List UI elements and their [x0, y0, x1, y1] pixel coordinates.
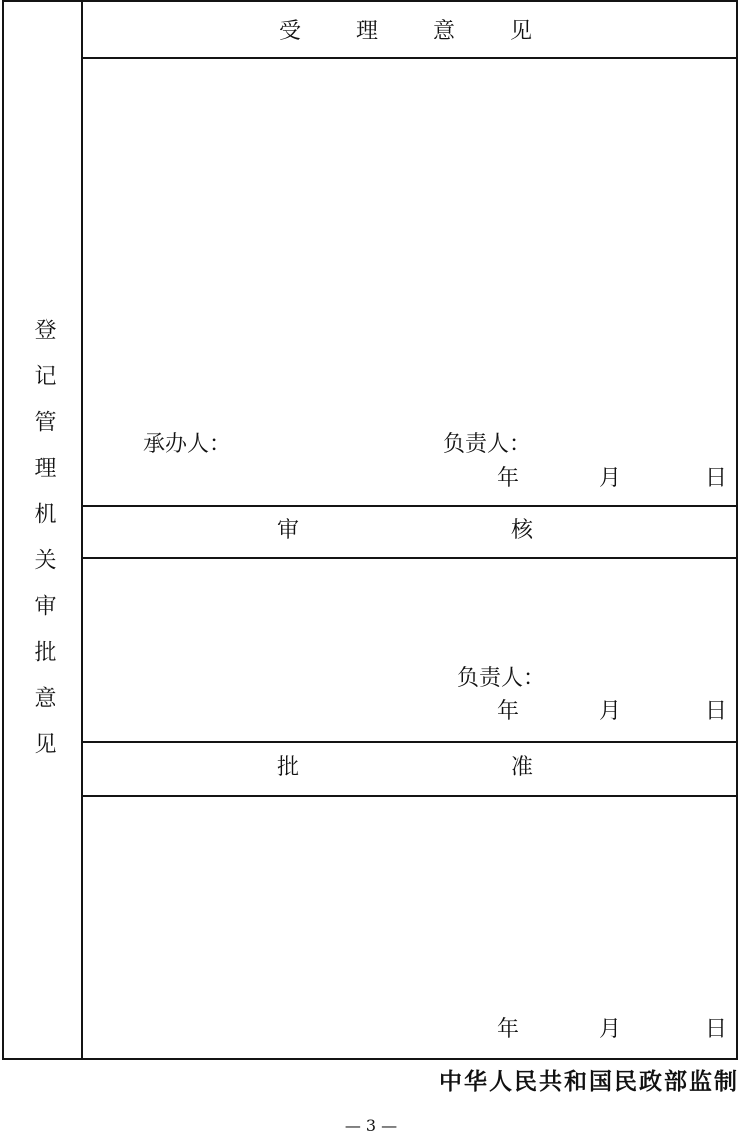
- review-date-year: 年: [497, 699, 520, 724]
- review-header: 审 核: [277, 518, 533, 543]
- approval-opinion-table: [2, 0, 738, 1060]
- acceptance-date-month: 月: [599, 466, 622, 491]
- approval-date-day: 日: [705, 1017, 728, 1042]
- registration-authority-opinion-label: 登记管理机关审批意见: [31, 318, 56, 778]
- acceptance-date-year: 年: [497, 466, 520, 491]
- issuer-footer: 中华人民共和国民政部监制: [439, 1068, 739, 1095]
- acceptance-opinion-area: [83, 57, 736, 505]
- review-date-day: 日: [705, 699, 728, 724]
- acceptance-header-row: [83, 2, 736, 57]
- acceptance-responsible-label: 负责人：: [443, 432, 532, 457]
- approval-header-row: [83, 741, 736, 795]
- acceptance-date-day: 日: [705, 466, 728, 491]
- review-date-month: 月: [599, 699, 622, 724]
- acceptance-header: 受 理 意 见: [279, 19, 532, 44]
- review-opinion-area: [83, 557, 736, 741]
- approval-header: 批 准: [277, 755, 533, 780]
- right-column: [83, 2, 736, 1058]
- approval-date-month: 月: [599, 1017, 622, 1042]
- approval-date-year: 年: [497, 1017, 520, 1042]
- left-column: [4, 2, 83, 1058]
- handler-label: 承办人：: [143, 432, 232, 457]
- page-number: — 3 —: [344, 1116, 398, 1135]
- review-responsible-label: 负责人：: [457, 666, 546, 691]
- approval-opinion-area: [83, 795, 736, 1058]
- review-header-row: [83, 505, 736, 557]
